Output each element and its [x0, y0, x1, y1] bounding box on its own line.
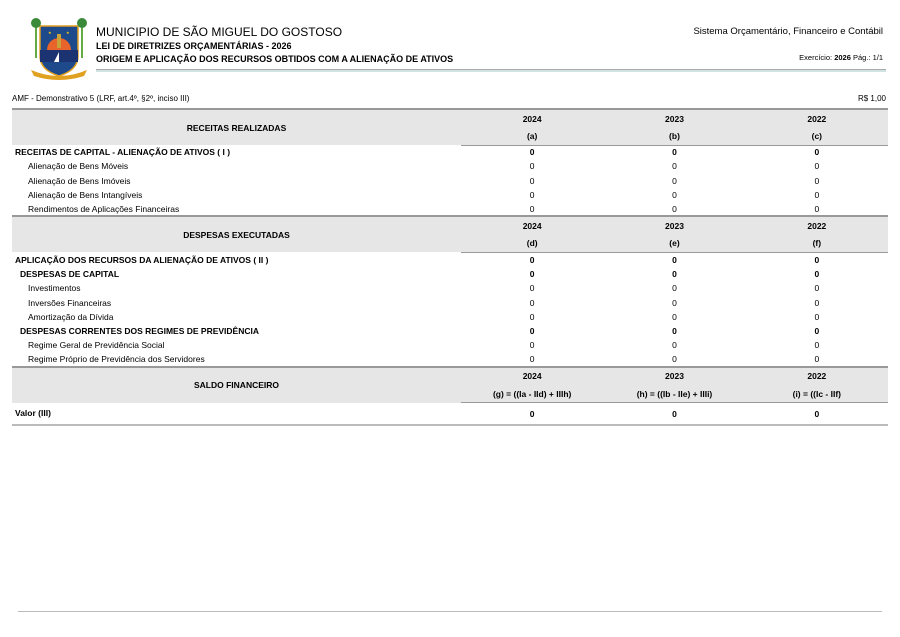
column-code: (f) [746, 234, 888, 252]
row-value: 0 [672, 147, 677, 158]
row-value: 0 [814, 311, 820, 322]
row-value: 0 [672, 203, 677, 214]
section-header-row [12, 216, 888, 234]
exercise-info [799, 53, 883, 62]
row-value: 0 [529, 268, 535, 279]
row-value: 0 [672, 268, 677, 279]
table-row [12, 188, 888, 202]
section-header-row [12, 367, 888, 385]
row-value: 0 [603, 403, 745, 425]
row-label: Regime Geral de Previdência Social [28, 340, 165, 351]
table-row [12, 281, 888, 295]
exercise-label: Exercício: [799, 53, 833, 62]
row-label: Alienação de Bens Imóveis [28, 175, 131, 186]
row-value: 0 [814, 283, 820, 294]
row-value: 0 [814, 297, 820, 308]
row-value: 0 [814, 326, 820, 337]
row-value: 0 [814, 268, 820, 279]
table-row [12, 338, 888, 352]
year-header: 2024 [461, 367, 603, 385]
table-row [12, 295, 888, 309]
row-label: Regime Próprio de Previdência dos Servidores [28, 354, 205, 365]
year-header: 2024 [461, 216, 603, 234]
year-header: 2023 [603, 367, 745, 385]
row-label: Valor (III) [12, 403, 461, 425]
law-title: LEI DE DIRETRIZES ORÇAMENTÁRIAS - 2026 [96, 41, 292, 51]
year-header: 2022 [746, 109, 888, 127]
system-name: Sistema Orçamentário, Financeiro e Contábil [693, 26, 883, 37]
table-row [12, 267, 888, 281]
row-value: 0 [672, 283, 677, 294]
table-row [12, 310, 888, 324]
column-code: (b) [603, 127, 745, 145]
footer-divider [18, 611, 882, 612]
table-row [12, 353, 888, 367]
column-code: (c) [746, 127, 888, 145]
column-code: (a) [461, 127, 603, 145]
row-value: 0 [672, 354, 677, 365]
year-header: 2022 [746, 367, 888, 385]
row-value: 0 [814, 354, 820, 365]
year-header: 2023 [603, 216, 745, 234]
row-label: Amortização da Dívida [28, 311, 114, 322]
report-table [12, 108, 888, 426]
row-value: 0 [672, 175, 677, 186]
row-value: 0 [746, 403, 888, 425]
row-label: Rendimentos de Aplicações Financeiras [28, 203, 180, 214]
table-row [12, 324, 888, 338]
row-value: 0 [672, 254, 677, 265]
exercise-year: 2026 [834, 53, 851, 62]
section-title: RECEITAS REALIZADAS [12, 109, 461, 145]
row-value: 0 [529, 190, 535, 201]
row-value: 0 [814, 147, 820, 158]
row-value: 0 [814, 175, 820, 186]
page-number: Pág.: 1/1 [852, 53, 883, 62]
row-label: Alienação de Bens Intangíveis [28, 190, 143, 201]
year-header: 2024 [461, 109, 603, 127]
demonstrative-label: AMF - Demonstrativo 5 (LRF, art.4º, §2º, inciso III) [12, 94, 190, 103]
municipal-coat-of-arms-logo [28, 18, 90, 80]
row-value: 0 [529, 175, 535, 186]
row-label: DESPESAS DE CAPITAL [20, 268, 120, 279]
table-row [12, 145, 888, 159]
svg-text:★: ★ [66, 30, 70, 35]
row-value: 0 [529, 354, 535, 365]
row-label: RECEITAS DE CAPITAL - ALIENAÇÃO DE ATIVOS ( I ) [15, 147, 231, 158]
row-value: 0 [529, 203, 535, 214]
column-code: (e) [603, 234, 745, 252]
row-label: Inversões Financeiras [28, 297, 112, 308]
row-value: 0 [672, 311, 677, 322]
column-code: (d) [461, 234, 603, 252]
row-label: Investimentos [28, 283, 81, 294]
row-value: 0 [529, 297, 535, 308]
row-value: 0 [814, 190, 820, 201]
column-code: (g) = ((Ia - IId) + IIIh) [461, 385, 603, 403]
table-row [12, 174, 888, 188]
row-value: 0 [672, 297, 677, 308]
table-row [12, 202, 888, 216]
svg-text:★: ★ [48, 30, 52, 35]
row-value: 0 [529, 340, 535, 351]
header-divider [96, 69, 886, 72]
row-value: 0 [672, 340, 677, 351]
row-value: 0 [529, 283, 535, 294]
row-value: 0 [672, 190, 677, 201]
row-value: 0 [814, 254, 820, 265]
section-title: SALDO FINANCEIRO [12, 367, 461, 403]
row-value: 0 [672, 326, 677, 337]
row-value: 0 [814, 161, 820, 172]
table-row [12, 403, 888, 425]
currency-unit: R$ 1,00 [857, 94, 886, 103]
row-value: 0 [814, 340, 820, 351]
section-title: DESPESAS EXECUTADAS [12, 216, 461, 252]
report-title: ORIGEM E APLICAÇÃO DOS RECURSOS OBTIDOS COM A ALIENAÇÃO DE ATIVOS [96, 54, 454, 64]
column-code: (i) = ((Ic - IIf) [746, 385, 888, 403]
municipality-name: MUNICIPIO DE SÃO MIGUEL DO GOSTOSO [96, 25, 343, 39]
row-value: 0 [672, 161, 677, 172]
row-value: 0 [529, 147, 535, 158]
row-value: 0 [529, 161, 535, 172]
row-value: 0 [529, 326, 535, 337]
row-value: 0 [529, 311, 535, 322]
row-value: 0 [461, 403, 603, 425]
row-value: 0 [814, 203, 820, 214]
table-row [12, 159, 888, 173]
table-row [12, 252, 888, 266]
row-label: DESPESAS CORRENTES DOS REGIMES DE PREVIDÊNCIA [20, 326, 259, 337]
column-code: (h) = ((Ib - IIe) + IIIi) [603, 385, 745, 403]
year-header: 2023 [603, 109, 745, 127]
row-label: APLICAÇÃO DOS RECURSOS DA ALIENAÇÃO DE ATIVOS ( II ) [15, 254, 269, 265]
year-header: 2022 [746, 216, 888, 234]
section-header-row [12, 109, 888, 127]
row-label: Alienação de Bens Móveis [28, 161, 129, 172]
row-value: 0 [529, 254, 535, 265]
